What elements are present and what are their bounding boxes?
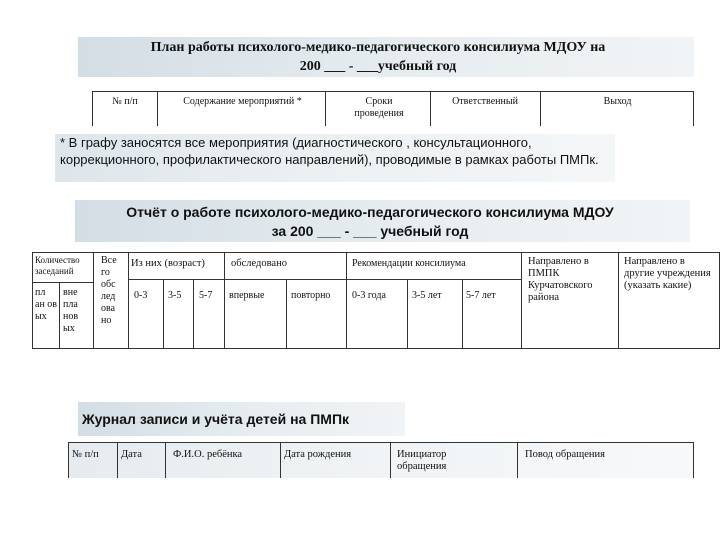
- journal-title: Журнал записи и учёта детей на ПМПк: [82, 411, 350, 427]
- recommendations-5-7: 5-7 лет: [466, 290, 496, 301]
- recommendations-3-5: 3-5 лет: [412, 290, 442, 301]
- report-title-line1: Отчёт о работе психолого-медико-педагогического консилиума МДОУ: [126, 204, 614, 220]
- examined-header: обследовано: [231, 258, 287, 269]
- plan-col-output: Выход: [603, 96, 632, 107]
- journal-col-initiator: Инициатор обращения: [397, 449, 447, 472]
- journal-col-date: Дата: [121, 449, 142, 460]
- journal-col-birth-date: Дата рождения: [284, 449, 352, 460]
- age-group-3-5: 3-5: [168, 290, 182, 301]
- sent-to-pmpk: Направлено в ПМПК Курчатовского района: [528, 256, 593, 303]
- sent-to-other: Направлено в другие учреждения (указать какие): [624, 256, 711, 291]
- plan-title-line1: План работы психолого-медико-педагогического консилиума МДОУ на: [150, 40, 606, 55]
- plan-title-line2: 200 ___ - ___учебный год: [299, 59, 457, 74]
- plan-col-content: Содержание мероприятий *: [183, 96, 302, 107]
- age-group-5-7: 5-7: [199, 290, 213, 301]
- report-title-line2: за 200 ___ - ___ учебный год: [271, 223, 469, 239]
- examined-first-time: впервые: [229, 290, 265, 301]
- journal-col-number: № п/п: [72, 449, 99, 460]
- meetings-planned: пл ан ов ых: [35, 287, 58, 322]
- plan-col-terms: Сроки проведения: [354, 96, 404, 119]
- meetings-header: Количество заседаний: [35, 255, 80, 276]
- journal-col-reason: Повод обращения: [525, 449, 605, 460]
- plan-col-number: № п/п: [112, 96, 138, 107]
- plan-col-responsible: Ответственный: [452, 96, 518, 107]
- age-header: Из них (возраст): [131, 258, 205, 269]
- total-examined-header: Все го обс лед ова но: [101, 255, 117, 326]
- journal-col-child-name: Ф.И.О. ребёнка: [173, 449, 243, 460]
- plan-footnote: * В графу заносятся все мероприятия (диагностического , консультационного, коррекционного, профилактического направлений), проводимые в рамках работы ПМПк.: [60, 135, 599, 167]
- age-group-0-3: 0-3: [134, 290, 148, 301]
- meetings-unplanned: вне пла нов ых: [63, 287, 79, 334]
- recommendations-header: Рекомендации консилиума: [352, 258, 466, 269]
- examined-repeated: повторно: [291, 290, 331, 301]
- recommendations-0-3: 0-3 года: [352, 290, 386, 301]
